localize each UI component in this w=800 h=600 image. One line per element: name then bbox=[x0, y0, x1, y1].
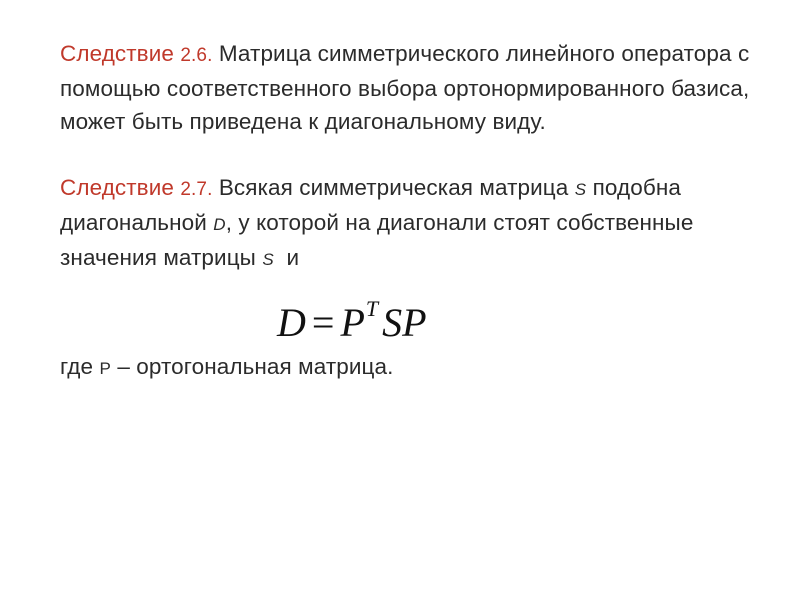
symbol-p: P bbox=[99, 359, 111, 378]
symbol-s: S bbox=[262, 250, 274, 269]
corollary-text: Матрица симметрического линейного оператора с помощью соответственного выбора ортонормированного базиса, может быть приведена к диагональному виду. bbox=[60, 41, 750, 134]
note-text-part: где bbox=[60, 354, 94, 379]
formula-p: P bbox=[340, 300, 365, 345]
formula bbox=[277, 284, 427, 348]
corollary-text-part: , у которой на диагонали стоят собственные значения матрицы bbox=[60, 210, 694, 270]
corollary-text-part: Всякая симметрическая матрица bbox=[218, 175, 569, 200]
symbol-s: S bbox=[574, 180, 587, 199]
corollary-number: 2.7. bbox=[180, 179, 213, 200]
note bbox=[60, 350, 750, 385]
corollary-number: 2.6. bbox=[180, 45, 213, 66]
note-text-part: – ортогональная матрица. bbox=[117, 354, 394, 379]
symbol-d: D bbox=[213, 215, 226, 234]
corollary-2-7 bbox=[60, 171, 750, 276]
corollary-text-part: подобна диагональной bbox=[60, 175, 681, 235]
corollary-text-part: и bbox=[286, 245, 300, 270]
formula-equals: = bbox=[311, 300, 335, 345]
formula-lhs: D bbox=[277, 300, 306, 345]
corollary-label: Следствие bbox=[60, 41, 175, 66]
corollary-2-6 bbox=[60, 37, 750, 138]
formula-rhs: SP bbox=[382, 300, 427, 345]
corollary-label: Следствие bbox=[60, 175, 175, 200]
formula-transpose: T bbox=[365, 296, 379, 321]
